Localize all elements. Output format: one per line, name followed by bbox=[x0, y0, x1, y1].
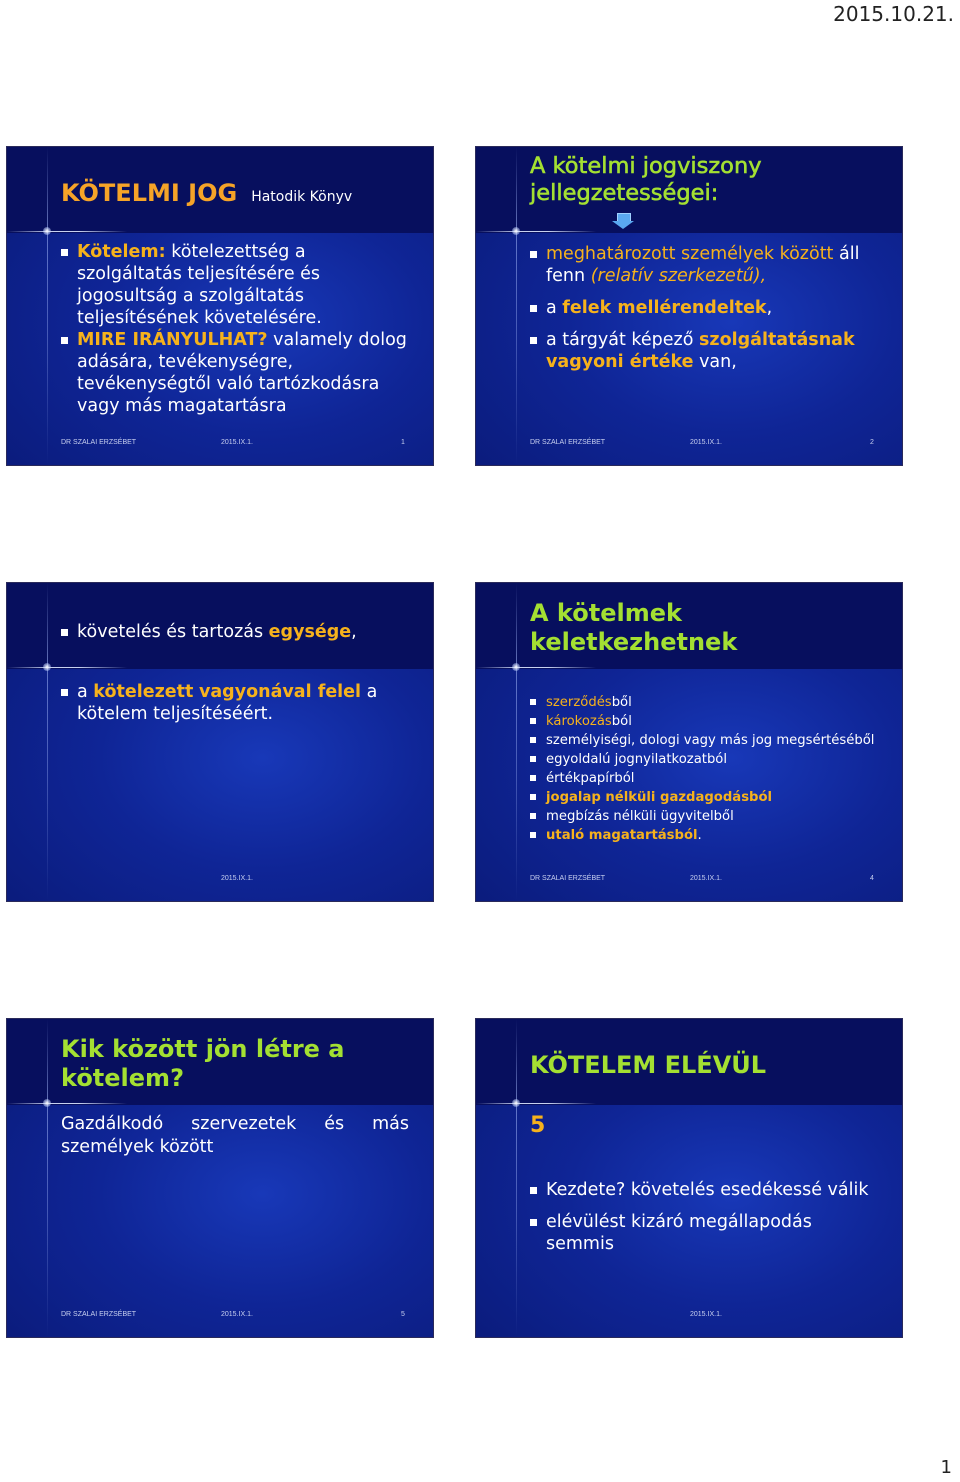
bullet-text: károkozás bbox=[546, 714, 612, 729]
bullet-text: . bbox=[697, 828, 702, 843]
footer-date: 2015.IX.1. bbox=[221, 439, 253, 446]
slide-title: Kik között jön létre a kötelem? bbox=[61, 1035, 345, 1092]
footer-author: DR SZALAI ERZSÉBET bbox=[61, 1311, 137, 1318]
bullet-item bbox=[530, 807, 892, 826]
bullet-list bbox=[530, 243, 872, 373]
slide-title: A kötelmek keletkezhetnek bbox=[530, 599, 738, 656]
bullet-item bbox=[530, 731, 892, 750]
slide-number-value: 5 bbox=[530, 1113, 546, 1138]
decor-horizontal-line bbox=[476, 1103, 596, 1104]
bullet-item bbox=[530, 712, 892, 731]
decor-star bbox=[43, 227, 51, 235]
decor-vertical-line bbox=[47, 147, 48, 465]
bullet-text: áll fenn bbox=[546, 244, 860, 286]
bullet-list bbox=[61, 241, 409, 417]
bullet-item bbox=[530, 769, 892, 788]
bullet-text: kötelezettség a szolgáltatás teljesítésére és jogosultság a szolgáltatás teljesítésének követelésére. bbox=[77, 242, 322, 328]
bullet-item bbox=[530, 788, 892, 807]
slide-subtitle: Hatodik Könyv bbox=[251, 189, 353, 205]
bullet-text: ból bbox=[611, 714, 632, 729]
bullet-text: Kötelem: bbox=[77, 242, 166, 262]
footer-date: 2015.IX.1. bbox=[221, 1311, 253, 1318]
page-number: 1 bbox=[940, 1457, 952, 1478]
bullet-text: MIRE IRÁNYULHAT? bbox=[77, 330, 268, 350]
bullet-text: utaló magatartásból bbox=[546, 828, 698, 843]
bullet-text: Kezdete? követelés esedékessé válik bbox=[546, 1180, 869, 1200]
bullet-item bbox=[530, 1211, 882, 1255]
bullet-text: értékpapírból bbox=[546, 771, 635, 786]
bullet-text: kötelezett bbox=[93, 682, 194, 702]
bullet-text: jogalap nélküli gazdagodásból bbox=[546, 790, 773, 805]
bullet-text: egyoldalú jognyilatkozatból bbox=[546, 752, 728, 767]
footer-date: 2015.IX.1. bbox=[690, 439, 722, 446]
bullet-item bbox=[61, 241, 409, 329]
bullet-text: vagyonával felel bbox=[198, 682, 362, 702]
down-arrow-icon bbox=[612, 213, 634, 229]
bullet-text: van, bbox=[693, 352, 737, 372]
bullet-list bbox=[530, 693, 892, 845]
bullet-text: , bbox=[766, 298, 773, 318]
decor-vertical-line bbox=[47, 583, 48, 901]
bullet-item bbox=[530, 297, 872, 319]
footer-author: DR SZALAI ERZSÉBET bbox=[530, 875, 606, 882]
decor-star bbox=[512, 1099, 520, 1107]
bullet-list bbox=[530, 1179, 882, 1255]
bullet-item bbox=[530, 693, 892, 712]
bullet-item bbox=[61, 621, 393, 643]
footer-slide-number: 4 bbox=[870, 875, 874, 882]
decor-vertical-line bbox=[516, 147, 517, 465]
bullet-item bbox=[61, 681, 393, 725]
bullet-text: valamely dolog adására, tevékenységre, tevékenységtől való tartózkodásra vagy más magatartásra bbox=[77, 330, 407, 416]
slide-body-text: Gazdálkodó szervezetek és más személyek között bbox=[61, 1114, 409, 1157]
footer-author: DR SZALAI ERZSÉBET bbox=[61, 439, 137, 446]
bullet-item bbox=[61, 329, 409, 417]
decor-horizontal-line bbox=[476, 231, 596, 232]
decor-vertical-line bbox=[516, 583, 517, 901]
decor-horizontal-line bbox=[7, 231, 127, 232]
decor-star bbox=[512, 663, 520, 671]
decor-horizontal-line bbox=[476, 667, 596, 668]
slide-title: A kötelmi jogviszony jellegzetességei: bbox=[530, 153, 762, 206]
page-date: 2015.10.21. bbox=[833, 2, 954, 26]
bullet-text: személyiségi, dologi vagy más jog megsértéséből bbox=[546, 733, 875, 748]
slide-4 bbox=[475, 582, 903, 902]
bullet-text: felek mellérendeltek bbox=[562, 298, 767, 318]
decor-vertical-line bbox=[47, 1019, 48, 1337]
slide-title: KÖTELMI JOG Hatodik Könyv bbox=[61, 179, 353, 207]
bullet-item bbox=[530, 329, 872, 373]
bullet-item bbox=[530, 750, 892, 769]
footer-slide-number: 5 bbox=[401, 1311, 405, 1318]
bullet-text: a bbox=[77, 682, 94, 702]
slide-2 bbox=[475, 146, 903, 466]
footer-slide-number: 2 bbox=[870, 439, 874, 446]
bullet-text: szerződés bbox=[546, 695, 612, 710]
bullet-text: elévülést kizáró megállapodás semmis bbox=[546, 1212, 812, 1254]
decor-star bbox=[43, 663, 51, 671]
footer-date: 2015.IX.1. bbox=[221, 875, 253, 882]
slide-5 bbox=[6, 1018, 434, 1338]
decor-horizontal-line bbox=[7, 1103, 127, 1104]
bullet-text: a tárgyát képező bbox=[546, 330, 699, 350]
footer-slide-number: 1 bbox=[401, 439, 405, 446]
bullet-text: a kötelem teljesítéséért. bbox=[77, 682, 378, 724]
slide-1 bbox=[6, 146, 434, 466]
bullet-item bbox=[530, 243, 872, 287]
bullet-text: ből bbox=[611, 695, 632, 710]
slide-3 bbox=[6, 582, 434, 902]
slide-title: KÖTELEM ELÉVÜL bbox=[530, 1051, 767, 1079]
bullet-text: a bbox=[546, 298, 563, 318]
bullet-item bbox=[530, 1179, 882, 1201]
footer-date: 2015.IX.1. bbox=[690, 875, 722, 882]
decor-vertical-line bbox=[516, 1019, 517, 1337]
bullet-text: követelés és tartozás bbox=[77, 622, 269, 642]
footer-date: 2015.IX.1. bbox=[690, 1311, 722, 1318]
bullet-text: meghatározott személyek között bbox=[546, 244, 834, 264]
slide-6 bbox=[475, 1018, 903, 1338]
decor-star bbox=[43, 1099, 51, 1107]
footer-author: DR SZALAI ERZSÉBET bbox=[530, 439, 606, 446]
bullet-list bbox=[61, 621, 393, 725]
bullet-text: szolgáltatásnak vagyoni értéke bbox=[546, 330, 855, 372]
decor-star bbox=[512, 227, 520, 235]
bullet-item bbox=[530, 826, 892, 845]
bullet-text: egysége bbox=[268, 622, 352, 642]
bullet-text: (relatív szerkezetű), bbox=[590, 266, 767, 286]
bullet-text: megbízás nélküli ügyvitelből bbox=[546, 809, 734, 824]
bullet-text: , bbox=[351, 622, 357, 642]
